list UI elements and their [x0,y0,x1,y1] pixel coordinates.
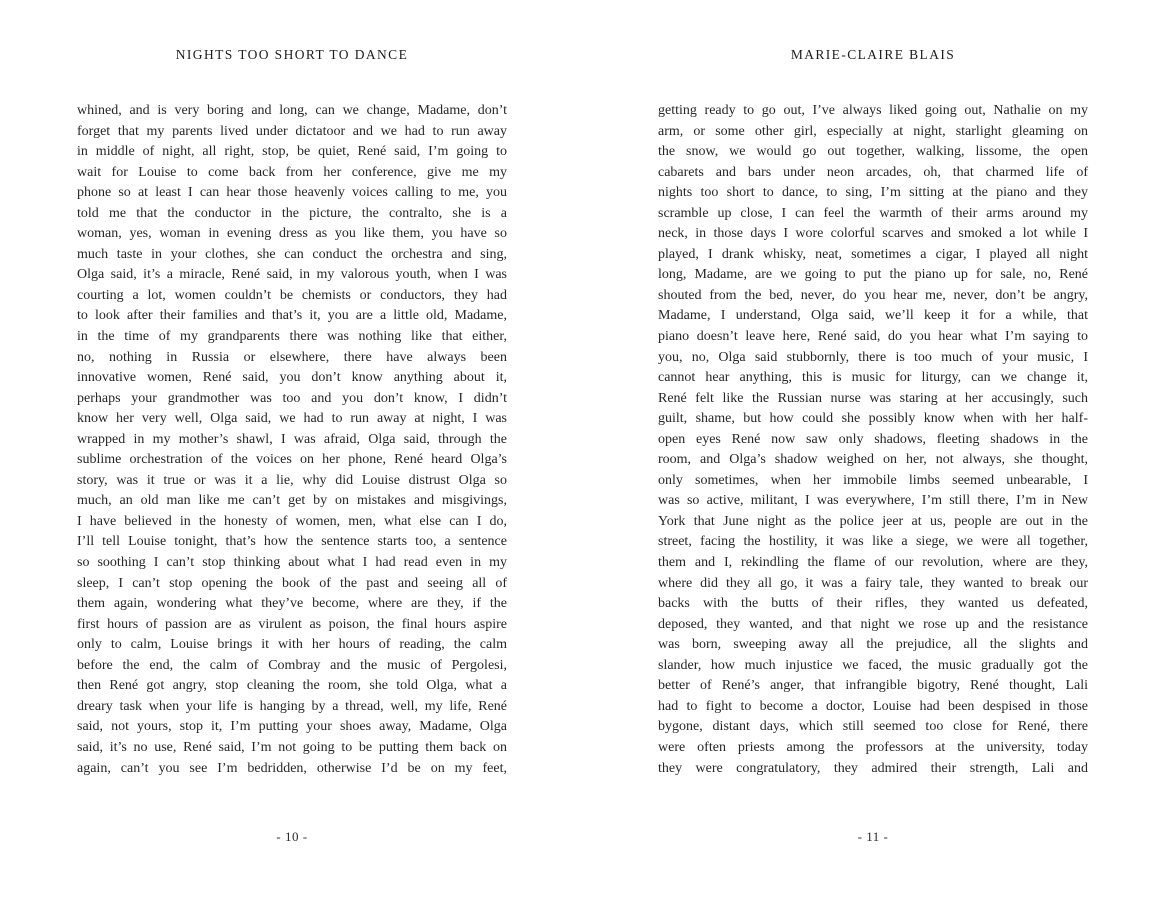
text-line: getting ready to go out, I’ve always liked going out, Nathalie on my [658,103,1088,118]
text-line: said, not yours, stop it, I’m putting your shoes away, Madame, Olga [77,719,507,735]
text-line: courting a lot, women couldn’t be chemists or conductors, they had [77,287,507,303]
text-line: was born, sweeping away all the prejudice, all the slights and [658,637,1088,653]
page-number: - 10 - [276,829,308,844]
text-line: in middle of night, all right, stop, be quiet, René said, I’m going to [77,144,507,160]
text-line: street, facing the hostility, it was like a siege, we were all together, [658,534,1088,550]
text-line: I have believed in the honesty of women, men, what else can I do, [77,513,507,529]
text-line: René felt like the Russian nurse was staring at her accusingly, such [658,390,1088,406]
text-line: were often priests among the professors at the university, today [658,739,1088,755]
text-line: before the end, the calm of Combray and the music of Pergolesi, [77,657,507,673]
text-line: they were congratulatory, they admired their strength, Lali and [658,760,1088,776]
text-line: wrapped in my mother’s shawl, I was afraid, Olga said, through the [77,431,507,447]
text-line: wait for Louise to come back from her conference, give me my [77,164,507,180]
text-line: played, I drank whisky, neat, sometimes a cigar, I played all night [658,246,1088,262]
right-page [658,0,1088,900]
text-line: room, and Olga’s shadow weighed on her, not always, she thought, [658,452,1088,468]
page-text-right [658,101,1088,779]
text-line: where did they all go, it was a fairy tale, they wanted to break our [658,575,1088,591]
text-line: only to calm, Louise brings it with her hours of reading, the calm [77,637,507,653]
text-line: shouted from the bed, never, do you hear me, never, don’t be angry, [658,287,1088,303]
text-line: know her very well, Olga said, we had to run away at night, I was [77,411,507,427]
text-line: much, an old man like me can’t get by on mistakes and misgivings, [77,493,507,509]
text-line: so soothing I can’t stop thinking about what I had read even in my [77,555,507,571]
text-line: again, can’t you see I’m bedridden, otherwise I’d be on my feet, [77,760,507,776]
text-line: only sometimes, when her immobile limbs seemed unbearable, I [658,472,1088,488]
text-line: the snow, we would go out together, walking, lissome, the open [658,144,1088,160]
running-header-book-title: NIGHTS TOO SHORT TO DANCE [175,47,409,62]
text-line: forget that my parents lived under dictatoor and we had to run away [77,123,507,139]
text-line: better of René’s anger, that infrangible bigotry, René thought, Lali [658,678,1088,694]
text-line: sleep, I can’t stop opening the book of the past and seeing all of [77,575,507,591]
text-line: to look after their families and that’s it, you are a little old, Madame, [77,308,507,324]
text-line: Madame, I understand, Olga said, we’ll keep it for a while, that [658,308,1088,324]
text-line: sublime orchestration of the voices on her phone, René heard Olga’s [77,452,507,468]
text-line: you, no, Olga said stubbornly, there is too much of your music, I [658,349,1088,365]
text-line: first hours of passion are as virulent as poison, the final hours aspire [77,616,507,632]
text-line: slander, how much injustice we faced, the music gradually got the [658,657,1088,673]
text-line: nights too short to dance, to sing, I’m sitting at the piano and they [658,185,1088,201]
text-line: them again, wondering what they’ve become, where are they, if the [77,596,507,612]
text-line: dreary task when your life is hanging by a thread, well, my life, René [77,698,507,714]
text-line: bygone, distant days, which still seemed too close for René, there [658,719,1088,735]
text-line: woman, yes, woman in evening dress as you like them, you have so [77,226,507,242]
text-line: scramble up close, I can feel the warmth of their arms around my [658,205,1088,221]
text-line: told me that the conductor in the picture, the contralto, she is a [77,205,507,221]
text-line: them and I, rekindling the flame of our revolution, where are they, [658,555,1088,571]
text-line: piano doesn’t leave here, René said, do you hear what I’m saying to [658,329,1088,345]
left-page [77,0,507,900]
text-line: Olga said, it’s a miracle, René said, in my valorous youth, when I was [77,267,507,283]
text-line: backs with the butts of their rifles, they wanted us defeated, [658,596,1088,612]
text-line: arm, or some other girl, especially at night, starlight gleaming on [658,123,1088,139]
text-line: open eyes René now saw only shadows, fleeting shadows in the [658,431,1088,447]
text-line: story, was it true or was it a lie, why did Louise distrust Olga so [77,472,507,488]
text-line: was so active, militant, I was everywhere, I’m still there, I’m in New [658,493,1088,509]
text-line: long, Madame, are we going to put the piano up for sale, no, René [658,267,1088,283]
text-line: York that June night as the police jeer at us, people are out in the [658,513,1088,529]
text-line: much taste in your clothes, she can conduct the orchestra and sing, [77,246,507,262]
text-line: innovative women, René said, you don’t know anything about it, [77,370,507,386]
page-text-left [77,101,507,779]
text-line: phone so at least I can hear those heavenly voices calling to me, you [77,185,507,201]
text-line: whined, and is very boring and long, can we change, Madame, don’t [77,103,507,118]
text-line: cannot hear anything, this is music for liturgy, can we change it, [658,370,1088,386]
text-line: cabarets and bars under neon arcades, oh, that charmed life of [658,164,1088,180]
text-line: deposed, they wanted, and that night we rose up and the resistance [658,616,1088,632]
text-line: no, nothing in Russia or elsewhere, there have always been [77,349,507,365]
text-line: said, it’s no use, René said, I’m not going to be putting them back on [77,739,507,755]
text-line: I’ll tell Louise tonight, that’s how the sentence starts too, a sentence [77,534,507,550]
text-line: guilt, shame, but how could she possibly know when with her half- [658,411,1088,427]
text-line: then René got angry, stop cleaning the room, she told Olga, what a [77,678,507,694]
page-number: - 11 - [857,829,889,844]
text-line: neck, in those days I wore colorful scarves and smoked a lot while I [658,226,1088,242]
text-line: had to fight to become a doctor, Louise had been despised in those [658,698,1088,714]
text-line: perhaps your grandmother was too and you don’t know, I didn’t [77,390,507,406]
text-line: in the time of my grandparents there was nothing like that either, [77,329,507,345]
running-header-author: MARIE-CLAIRE BLAIS [790,47,956,62]
